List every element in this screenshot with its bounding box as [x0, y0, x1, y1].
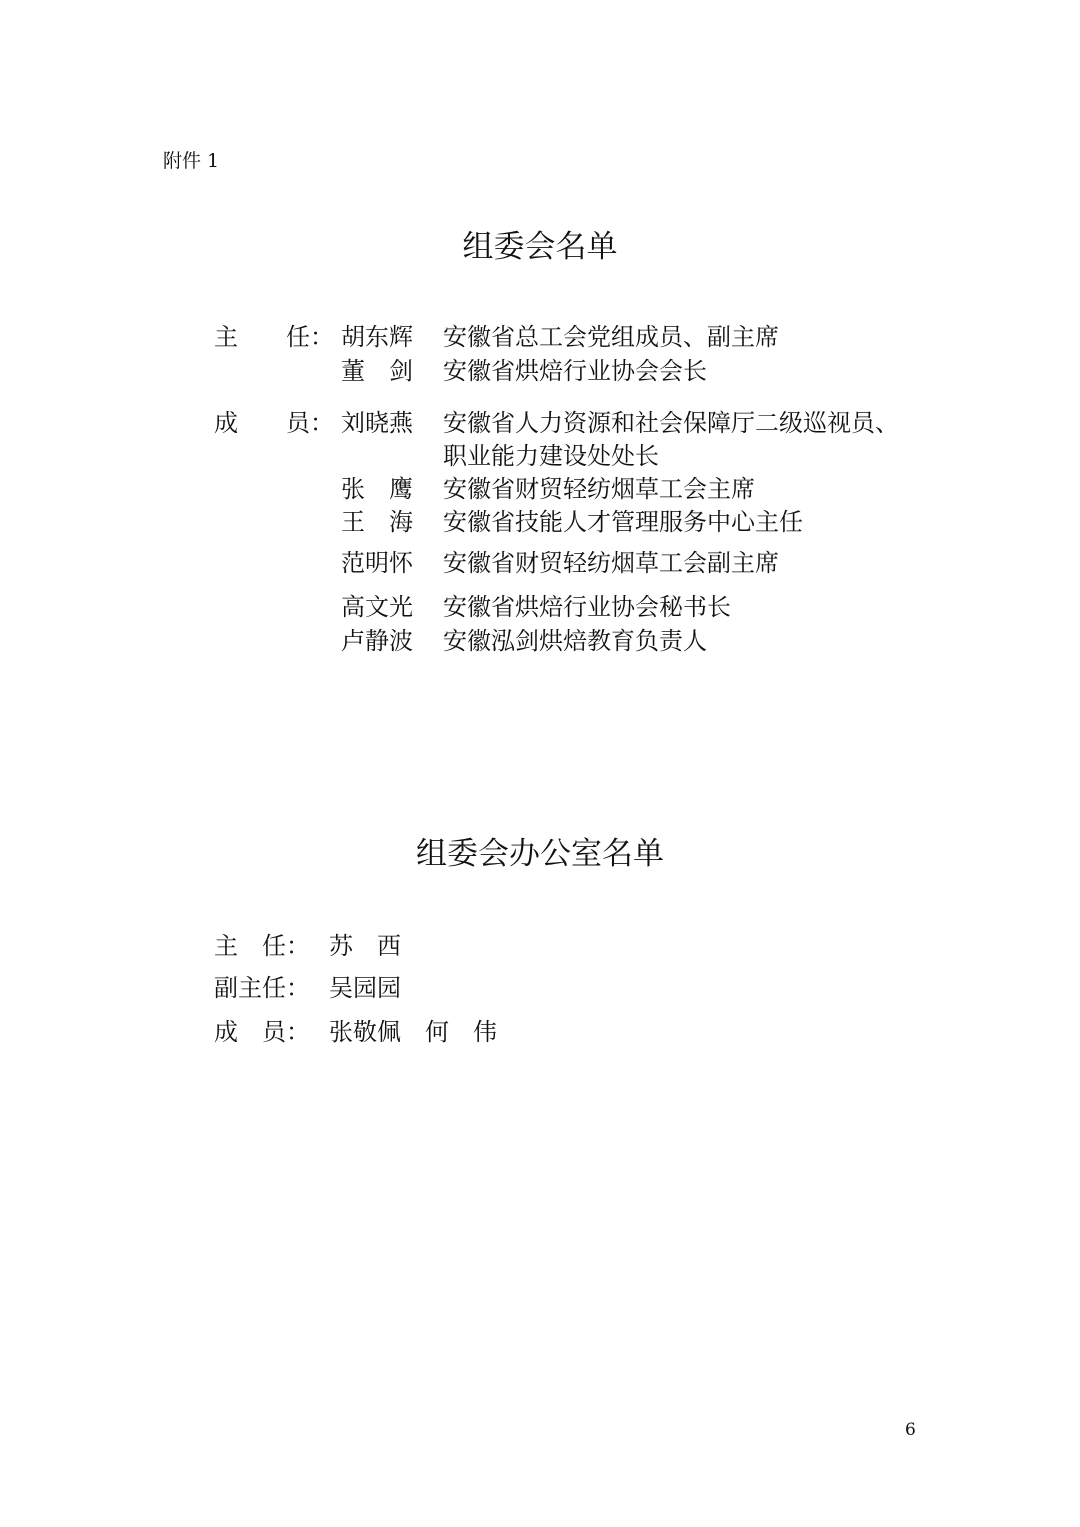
chair-role-label: 主 任： — [214, 323, 334, 351]
member-name: 范明怀 — [341, 549, 413, 577]
office-role-label: 主 任： — [214, 932, 310, 960]
office-role-label: 副主任： — [214, 974, 310, 1002]
member-name: 张 鹰 — [341, 475, 413, 503]
member-position: 安徽省技能人才管理服务中心主任 — [443, 508, 803, 536]
member-position: 安徽泓剑烘焙教育负责人 — [443, 627, 707, 655]
chair-position: 安徽省总工会党组成员、副主席 — [443, 323, 779, 351]
member-position: 安徽省人力资源和社会保障厅二级巡视员、 — [443, 409, 899, 437]
office-member-names: 苏 西 — [329, 932, 401, 960]
member-name: 刘晓燕 — [341, 409, 413, 437]
member-name: 王 海 — [341, 508, 413, 536]
page-number: 6 — [905, 1420, 916, 1440]
office-member-names: 吴园园 — [329, 974, 401, 1002]
chair-position: 安徽省烘焙行业协会会长 — [443, 357, 707, 385]
chair-name: 胡东辉 — [341, 323, 413, 351]
member-position: 安徽省财贸轻纺烟草工会副主席 — [443, 549, 779, 577]
member-position-continued: 职业能力建设处处长 — [443, 442, 659, 470]
chair-name: 董 剑 — [341, 357, 413, 385]
member-name: 卢静波 — [341, 627, 413, 655]
member-name: 高文光 — [341, 593, 413, 621]
member-role-label: 成 员： — [214, 409, 334, 437]
committee-title: 组委会名单 — [462, 229, 618, 265]
member-position: 安徽省财贸轻纺烟草工会主席 — [443, 475, 755, 503]
office-role-label: 成 员： — [214, 1018, 310, 1046]
office-title: 组委会办公室名单 — [416, 836, 664, 872]
member-position: 安徽省烘焙行业协会秘书长 — [443, 593, 731, 621]
office-member-names: 张敬佩 何 伟 — [329, 1018, 497, 1046]
attachment-label: 附件 1 — [163, 150, 220, 172]
